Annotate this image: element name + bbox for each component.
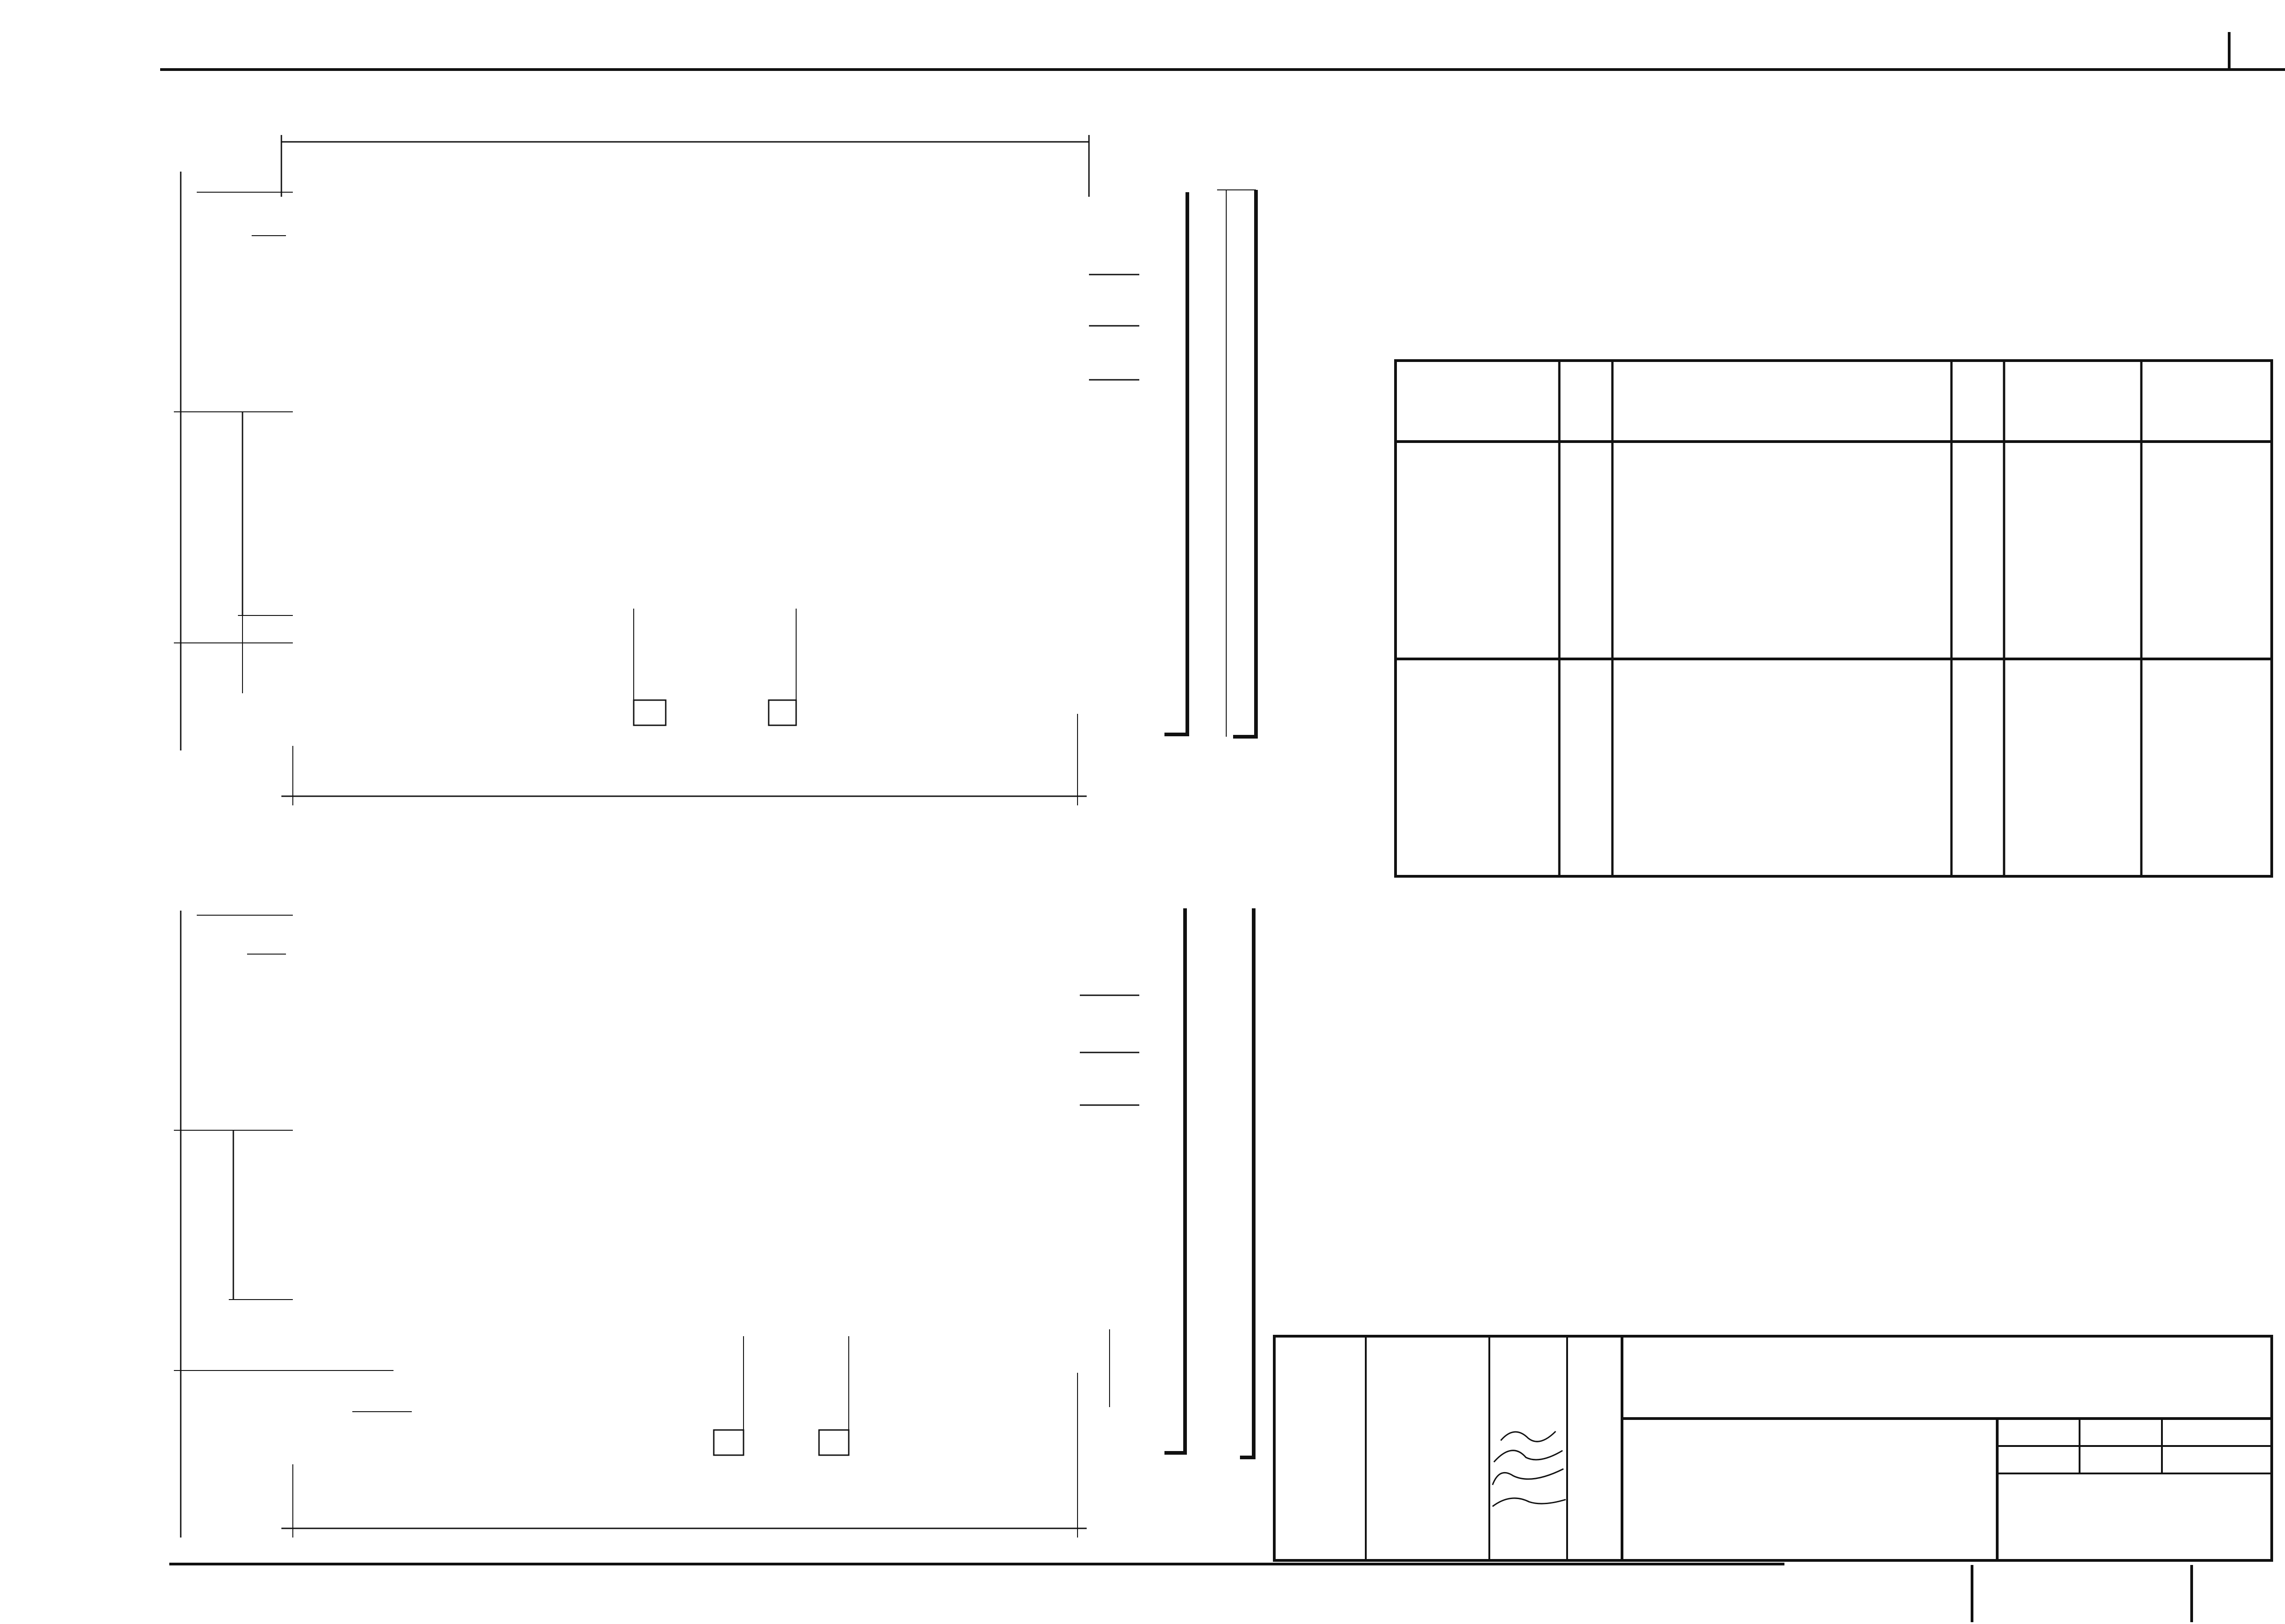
- side-bar-26: [1164, 908, 1185, 1453]
- pos3-bar-a: [1164, 192, 1187, 734]
- pos3-side-view: [1164, 190, 1256, 737]
- side-views-bottom: [1164, 908, 1254, 1457]
- mesh-drawing-bottom: [174, 911, 1139, 1538]
- pos5-box: [634, 700, 666, 725]
- hdr-mass-unit: [2006, 366, 2139, 374]
- pos3-bar-b: [1233, 190, 1256, 737]
- pos5-box-b: [819, 1430, 849, 1455]
- signature-3: [1493, 1469, 1563, 1485]
- side-bar-27: [1240, 908, 1254, 1457]
- hdr-mass: [2144, 366, 2269, 374]
- title-block-frame: [1274, 1336, 2272, 1560]
- pos4-box-b: [714, 1430, 744, 1455]
- title-block: [1274, 1336, 2272, 1560]
- hdr-mass-unit-wrap: [2006, 366, 2139, 439]
- specification-table: [1396, 361, 2272, 876]
- signature-2: [1494, 1451, 1563, 1462]
- signature-1: [1501, 1431, 1556, 1441]
- mesh-drawing-top: [174, 135, 1139, 805]
- hdr-mass-wrap: [2144, 366, 2269, 439]
- signature-4: [1493, 1498, 1566, 1506]
- pos4-box: [769, 700, 796, 725]
